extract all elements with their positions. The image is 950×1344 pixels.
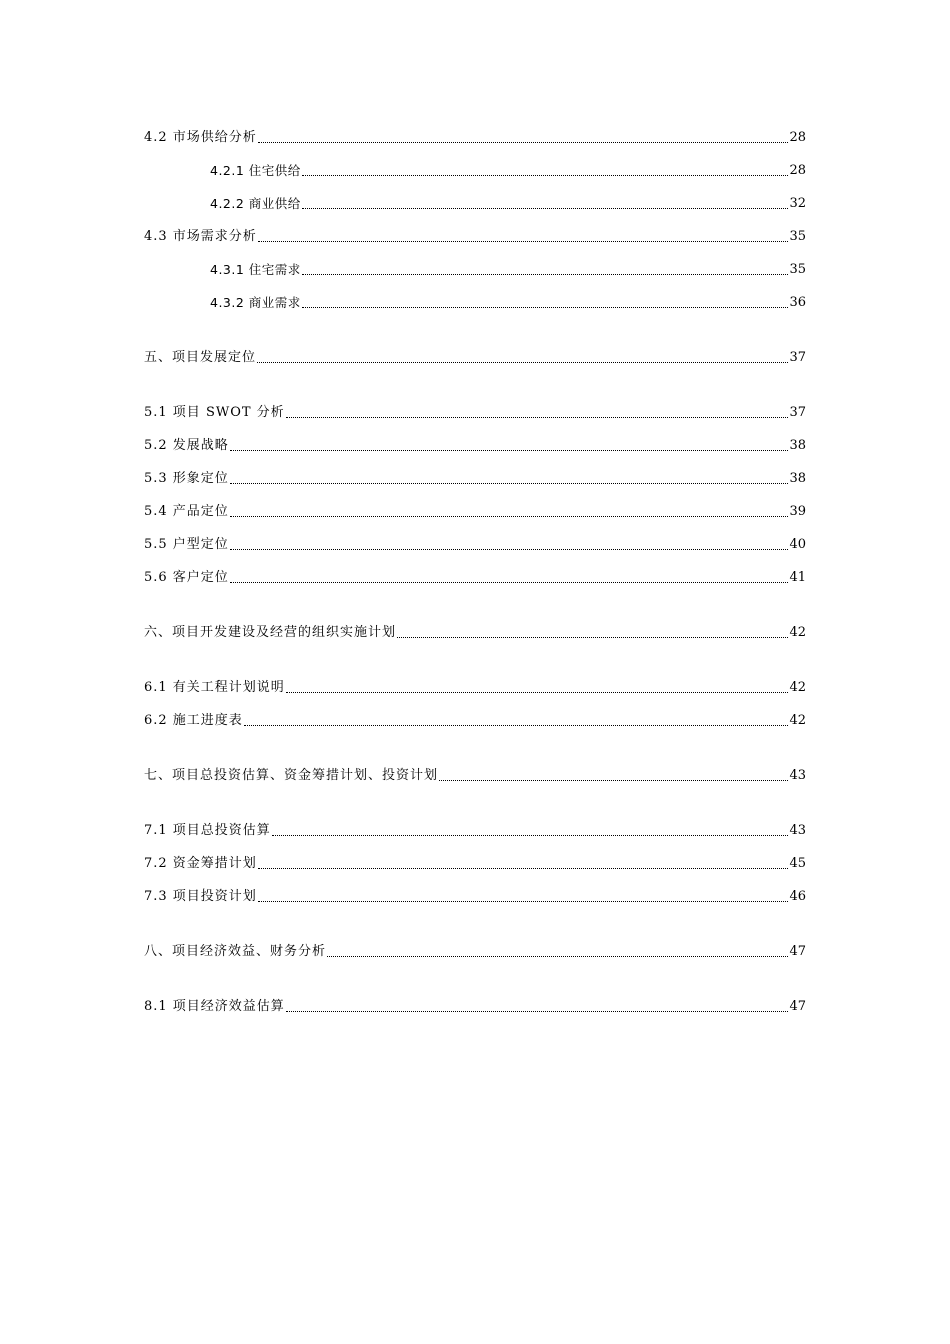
toc-entry-7-1[interactable] xyxy=(144,819,806,839)
toc-dot-leader xyxy=(258,240,789,242)
toc-entry-5-5[interactable] xyxy=(144,533,806,553)
toc-entry-label: 6.1 有关工程计划说明 xyxy=(144,680,285,695)
toc-entry-4-3-1[interactable] xyxy=(210,258,806,278)
toc-dot-leader xyxy=(302,273,789,275)
toc-dot-leader xyxy=(230,515,789,517)
toc-dot-leader xyxy=(286,1010,789,1012)
toc-entry-4-2-1[interactable] xyxy=(210,159,806,179)
toc-page-number: 38 xyxy=(789,438,806,453)
toc-entry-4-3[interactable] xyxy=(144,225,806,245)
toc-page-number: 47 xyxy=(789,944,806,959)
toc-dot-leader xyxy=(230,482,789,484)
toc-entry-label: 5.2 发展战略 xyxy=(144,438,229,453)
toc-page-number: 36 xyxy=(789,295,806,310)
toc-entry-6-2[interactable] xyxy=(144,709,806,729)
toc-dot-leader xyxy=(272,834,789,836)
toc-dot-leader xyxy=(258,867,789,869)
toc-entry-label: 4.3.2 商业需求 xyxy=(210,295,301,310)
toc-entry-4-3-2[interactable] xyxy=(210,291,806,311)
toc-page-number: 42 xyxy=(789,680,806,695)
toc-page-number: 39 xyxy=(789,504,806,519)
toc-entry-label: 4.2 市场供给分析 xyxy=(144,130,257,145)
toc-entry-5-1[interactable] xyxy=(144,401,806,421)
toc-dot-leader xyxy=(286,416,789,418)
toc-page-number: 40 xyxy=(789,537,806,552)
toc-page-number: 32 xyxy=(789,196,806,211)
toc-entry-chapter-6[interactable] xyxy=(144,621,806,641)
toc-dot-leader xyxy=(397,636,788,638)
toc-entry-6-1[interactable] xyxy=(144,676,806,696)
toc-entry-7-3[interactable] xyxy=(144,885,806,905)
toc-page-number: 47 xyxy=(789,999,806,1014)
toc-page-number: 37 xyxy=(789,405,806,420)
toc-entry-5-4[interactable] xyxy=(144,500,806,520)
toc-entry-5-3[interactable] xyxy=(144,467,806,487)
toc-dot-leader xyxy=(230,548,789,550)
toc-entry-label: 七、项目总投资估算、资金筹措计划、投资计划 xyxy=(144,768,439,783)
toc-page-number: 38 xyxy=(789,471,806,486)
toc-entry-label: 4.3 市场需求分析 xyxy=(144,229,257,244)
toc-entry-label: 7.3 项目投资计划 xyxy=(144,889,257,904)
toc-page-number: 28 xyxy=(789,163,806,178)
toc-entry-5-6[interactable] xyxy=(144,566,806,586)
toc-page-number: 28 xyxy=(789,130,806,145)
toc-dot-leader xyxy=(258,900,789,902)
toc-page-number: 45 xyxy=(789,856,806,871)
toc-entry-label: 5.3 形象定位 xyxy=(144,471,229,486)
toc-dot-leader xyxy=(230,449,789,451)
toc-entry-label: 5.5 户型定位 xyxy=(144,537,229,552)
toc-entry-label: 4.3.1 住宅需求 xyxy=(210,262,301,277)
toc-entry-chapter-7[interactable] xyxy=(144,764,806,784)
toc-entry-label: 7.2 资金筹措计划 xyxy=(144,856,257,871)
toc-entry-8-1[interactable] xyxy=(144,995,806,1015)
toc-dot-leader xyxy=(286,691,789,693)
toc-entry-7-2[interactable] xyxy=(144,852,806,872)
toc-entry-label: 5.6 客户定位 xyxy=(144,570,229,585)
toc-entry-label: 六、项目开发建设及经营的组织实施计划 xyxy=(144,625,397,640)
toc-entry-4-2[interactable] xyxy=(144,126,806,146)
toc-dot-leader xyxy=(439,779,788,781)
toc-page-number: 42 xyxy=(789,625,806,640)
toc-page-number: 42 xyxy=(789,713,806,728)
toc-dot-leader xyxy=(327,955,788,957)
toc-page-number: 35 xyxy=(789,229,806,244)
toc-entry-label: 8.1 项目经济效益估算 xyxy=(144,999,285,1014)
toc-dot-leader xyxy=(302,306,789,308)
toc-dot-leader xyxy=(244,724,789,726)
toc-entry-chapter-5[interactable] xyxy=(144,346,806,366)
toc-dot-leader xyxy=(230,581,789,583)
toc-entry-label: 八、项目经济效益、财务分析 xyxy=(144,944,327,959)
toc-entry-label: 4.2.1 住宅供给 xyxy=(210,163,301,178)
toc-page-number: 43 xyxy=(789,823,806,838)
toc-page-number: 37 xyxy=(789,350,806,365)
toc-entry-label: 5.4 产品定位 xyxy=(144,504,229,519)
toc-entry-5-2[interactable] xyxy=(144,434,806,454)
toc-entry-label: 4.2.2 商业供给 xyxy=(210,196,301,211)
toc-dot-leader xyxy=(257,361,788,363)
toc-dot-leader xyxy=(302,207,789,209)
toc-page-number: 46 xyxy=(789,889,806,904)
toc-entry-label: 五、项目发展定位 xyxy=(144,350,257,365)
toc-entry-4-2-2[interactable] xyxy=(210,192,806,212)
toc-entry-label: 6.2 施工进度表 xyxy=(144,713,243,728)
toc-page-number: 41 xyxy=(789,570,806,585)
toc-entry-label: 7.1 项目总投资估算 xyxy=(144,823,271,838)
toc-page-number: 35 xyxy=(789,262,806,277)
toc-page-number: 43 xyxy=(789,768,806,783)
toc-dot-leader xyxy=(258,141,789,143)
toc-entry-chapter-8[interactable] xyxy=(144,940,806,960)
toc-dot-leader xyxy=(302,174,789,176)
toc-entry-label: 5.1 项目 SWOT 分析 xyxy=(144,405,285,420)
